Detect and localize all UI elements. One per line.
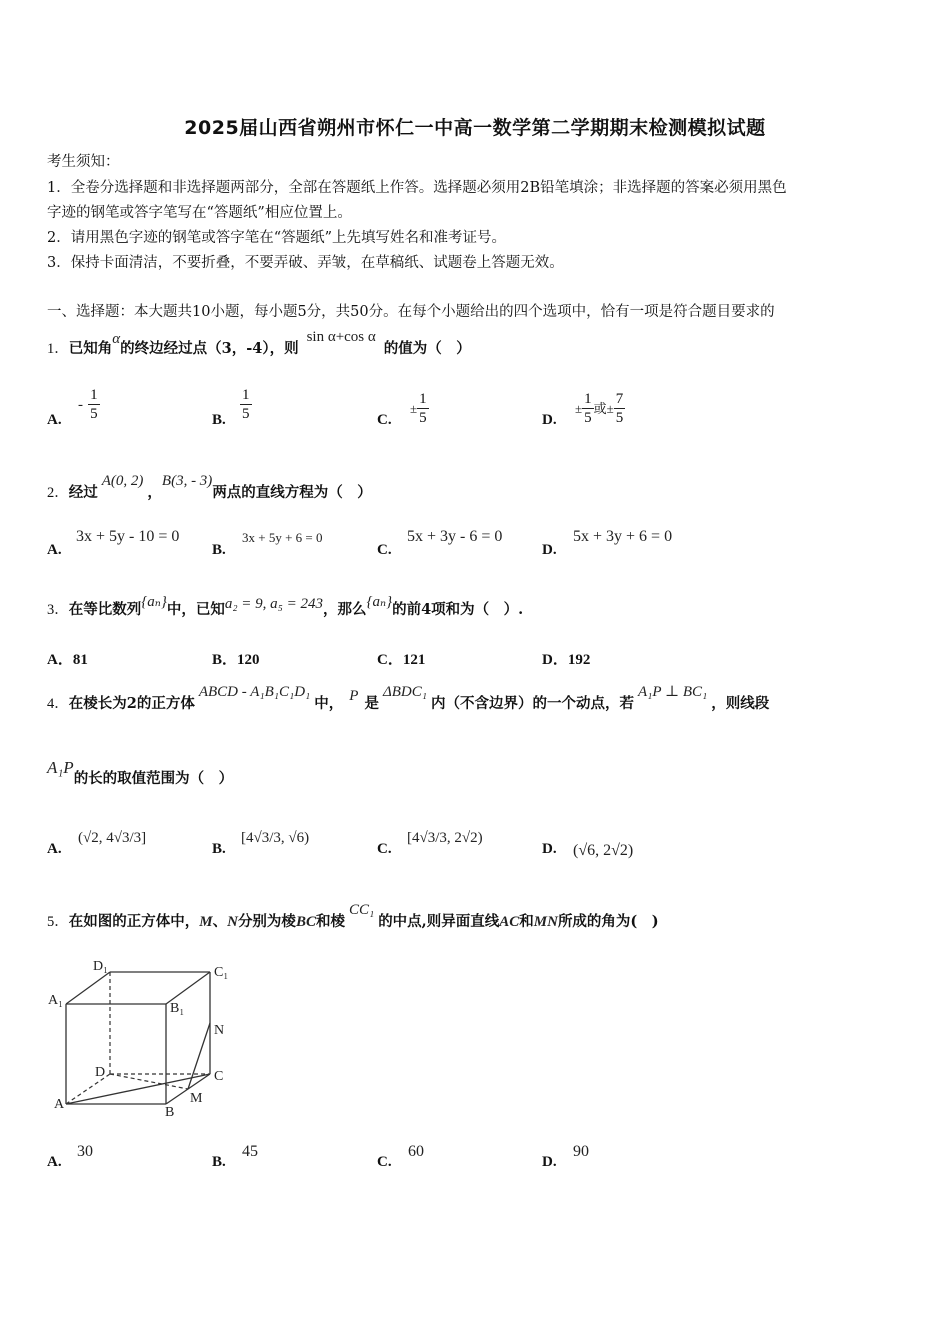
q5-text-1: 在如图的正方体中， (68, 913, 200, 930)
q3-sequence: {aₙ} (141, 594, 167, 610)
q5-option-d-value: 90 (573, 1143, 589, 1160)
q4-option-a-label: A. (47, 841, 62, 857)
q3-option-a: A．81 (47, 652, 88, 668)
notice-line-1a: 1．全卷分选择题和非选择题两部分，全部在答题纸上作答。选择题必须用2B铅笔填涂；非选择题的答案必须用黑色 (47, 180, 787, 196)
q5-option-c-label: C. (377, 1154, 392, 1170)
q5-ac: AC (499, 914, 520, 930)
q2-point-a: A(0, 2) (101, 473, 144, 489)
q4-option-d-value: (√6, 2√2) (573, 842, 634, 859)
q4-option-c-value: [4√3/3, 2√2) (407, 830, 483, 846)
q3-condition: a₂ = 9, a₅ = 243 (224, 596, 324, 612)
vertex-a: A (54, 1097, 65, 1112)
vertex-c: C (214, 1069, 224, 1084)
q4-text-3: 是 (364, 695, 379, 712)
q1-option-c-value: ± $\frac{1}{5}$ (410, 391, 427, 426)
q4-cube: ABCD - A₁B₁C₁D₁ (198, 684, 311, 700)
q2-option-d-value: 5x + 3y + 6 = 0 (573, 528, 673, 545)
vertex-b: B (165, 1105, 175, 1120)
q4-point-p: P (349, 688, 359, 704)
q1-option-a-label: A. (47, 412, 62, 428)
q4-perp: A₁P ⊥ BC₁ (637, 684, 708, 700)
q1-option-b-label: B. (212, 412, 226, 428)
q2-option-c-label: C. (377, 542, 392, 558)
vertex-d: D (95, 1065, 106, 1080)
q4-option-a-value: (√2, 4√3/3] (78, 830, 147, 846)
q5-n: N (227, 914, 238, 930)
q5-option-a-value: 30 (77, 1143, 93, 1160)
page-title: 2025届山西省朔州市怀仁一中高一数学第二学期期末检测模拟试题 (184, 117, 766, 139)
q5-option-b-value: 45 (242, 1143, 258, 1160)
q4-text-6: 的长的取值范围为（ ） (73, 770, 234, 787)
q2-comma: ， (147, 484, 162, 501)
q3-text-2: 中，已知 (166, 601, 225, 618)
q2-text-2: 两点的直线方程为（ ） (212, 484, 372, 501)
notice-line-1b: 字迹的钢笔或答字笔写在“答题纸”相应位置上。 (47, 205, 352, 221)
q2-text-1: 经过 (68, 484, 98, 501)
q2-option-b-label: B. (212, 542, 226, 558)
vertex-m: M (190, 1091, 203, 1106)
question-4-stem (47, 684, 770, 714)
question-number: 4． (47, 696, 69, 712)
q5-option-b-label: B. (212, 1154, 226, 1170)
q5-option-d-label: D. (542, 1154, 557, 1170)
question-number: 3． (47, 602, 69, 618)
q2-option-b-value: 3x + 5y + 6 = 0 (242, 530, 323, 545)
q3-text-4: 的前4项和为（ ）. (392, 601, 524, 618)
question-number: 1． (47, 341, 69, 357)
q1-text-1: 已知角 (68, 340, 113, 357)
q4-option-b-label: B. (212, 841, 226, 857)
question-5-stem (47, 902, 659, 932)
q1-text-2: 的终边经过点（3，-4），则 (120, 340, 299, 357)
q3-option-c: C．121 (377, 652, 426, 668)
q5-m: M (199, 914, 213, 930)
question-4-stem-2 (47, 758, 234, 789)
notice-line-2: 2．请用黑色字迹的钢笔或答字笔在“答题纸”上先填写姓名和准考证号。 (47, 230, 507, 246)
section-heading: 一、选择题：本大题共10小题，每小题5分，共50分。在每个小题给出的四个选项中，恰有一项是符合题目要求的 (47, 304, 775, 320)
q4-text-1: 在棱长为2的正方体 (68, 695, 195, 712)
q4-option-c-label: C. (377, 841, 392, 857)
q1-expression: sin α+cos α (306, 329, 376, 345)
q4-option-d-label: D. (542, 841, 557, 857)
vertex-a1: A₁ (48, 993, 63, 1008)
q4-text-5: ，则线段 (711, 695, 770, 712)
q5-option-a-label: A. (47, 1154, 62, 1170)
question-number: 5． (47, 914, 69, 930)
question-3-stem (47, 594, 524, 620)
q1-option-b-value: $\frac{1}{5}$ (242, 387, 250, 422)
q1-alpha: α (112, 331, 121, 347)
question-number: 2． (47, 485, 69, 501)
q5-sep: 、 (212, 913, 228, 930)
q5-cc1: CC₁ (348, 902, 375, 918)
q5-text-3: 和棱 (315, 913, 345, 930)
q3-option-b: B．120 (212, 652, 260, 668)
q4-text-4: 内（不含边界）的一个动点，若 (430, 695, 634, 712)
q5-text-6: 所成的角为( ) (557, 913, 659, 930)
q3-text-3: ，那么 (323, 601, 367, 618)
q5-mn: MN (533, 914, 558, 930)
notice-line-3: 3．保持卡面清洁，不要折叠，不要弄破、弄皱，在草稿纸、试题卷上答题无效。 (47, 255, 564, 271)
q4-option-b-value: [4√3/3, √6) (241, 830, 310, 846)
q3-option-d: D．192 (542, 652, 591, 668)
q5-text-4: 的中点,则异面直线 (378, 913, 500, 930)
q5-option-c-value: 60 (408, 1143, 424, 1160)
q2-point-b: B(3, - 3) (161, 473, 213, 489)
q5-text-2: 分别为棱 (237, 913, 296, 930)
q5-bc: BC (295, 914, 316, 930)
vertex-b1: B₁ (170, 1001, 185, 1016)
q1-option-d-label: D. (542, 412, 557, 428)
question-1-stem (47, 329, 471, 359)
q2-option-a-label: A. (47, 542, 62, 558)
notice-heading: 考生须知： (47, 154, 120, 170)
q1-option-a-value: - $\frac{1}{5}$ (78, 387, 98, 422)
q2-option-c-value: 5x + 3y - 6 = 0 (407, 528, 503, 545)
q5-text-5: 和 (519, 913, 534, 930)
q4-triangle: ΔBDC₁ (382, 684, 427, 700)
vertex-c1: C₁ (214, 965, 229, 980)
q4-text-2: 中， (314, 695, 344, 712)
q2-option-d-label: D. (542, 542, 557, 558)
q3-text-1: 在等比数列 (68, 601, 142, 618)
q2-option-a-value: 3x + 5y - 10 = 0 (76, 528, 180, 545)
vertex-n: N (214, 1023, 225, 1038)
q3-sequence-2: {aₙ} (366, 594, 393, 610)
question-2-stem (47, 473, 372, 503)
q1-option-d-value: ± $\frac{1}{5}$ 或± $\frac{7}{5}$ (575, 391, 624, 426)
cube-figure (40, 950, 250, 1125)
vertex-d1: D₁ (93, 959, 108, 974)
q1-text-3: 的值为（ ） (383, 340, 471, 357)
q1-option-c-label: C. (377, 412, 392, 428)
q4-segment: A₁P (47, 758, 74, 777)
